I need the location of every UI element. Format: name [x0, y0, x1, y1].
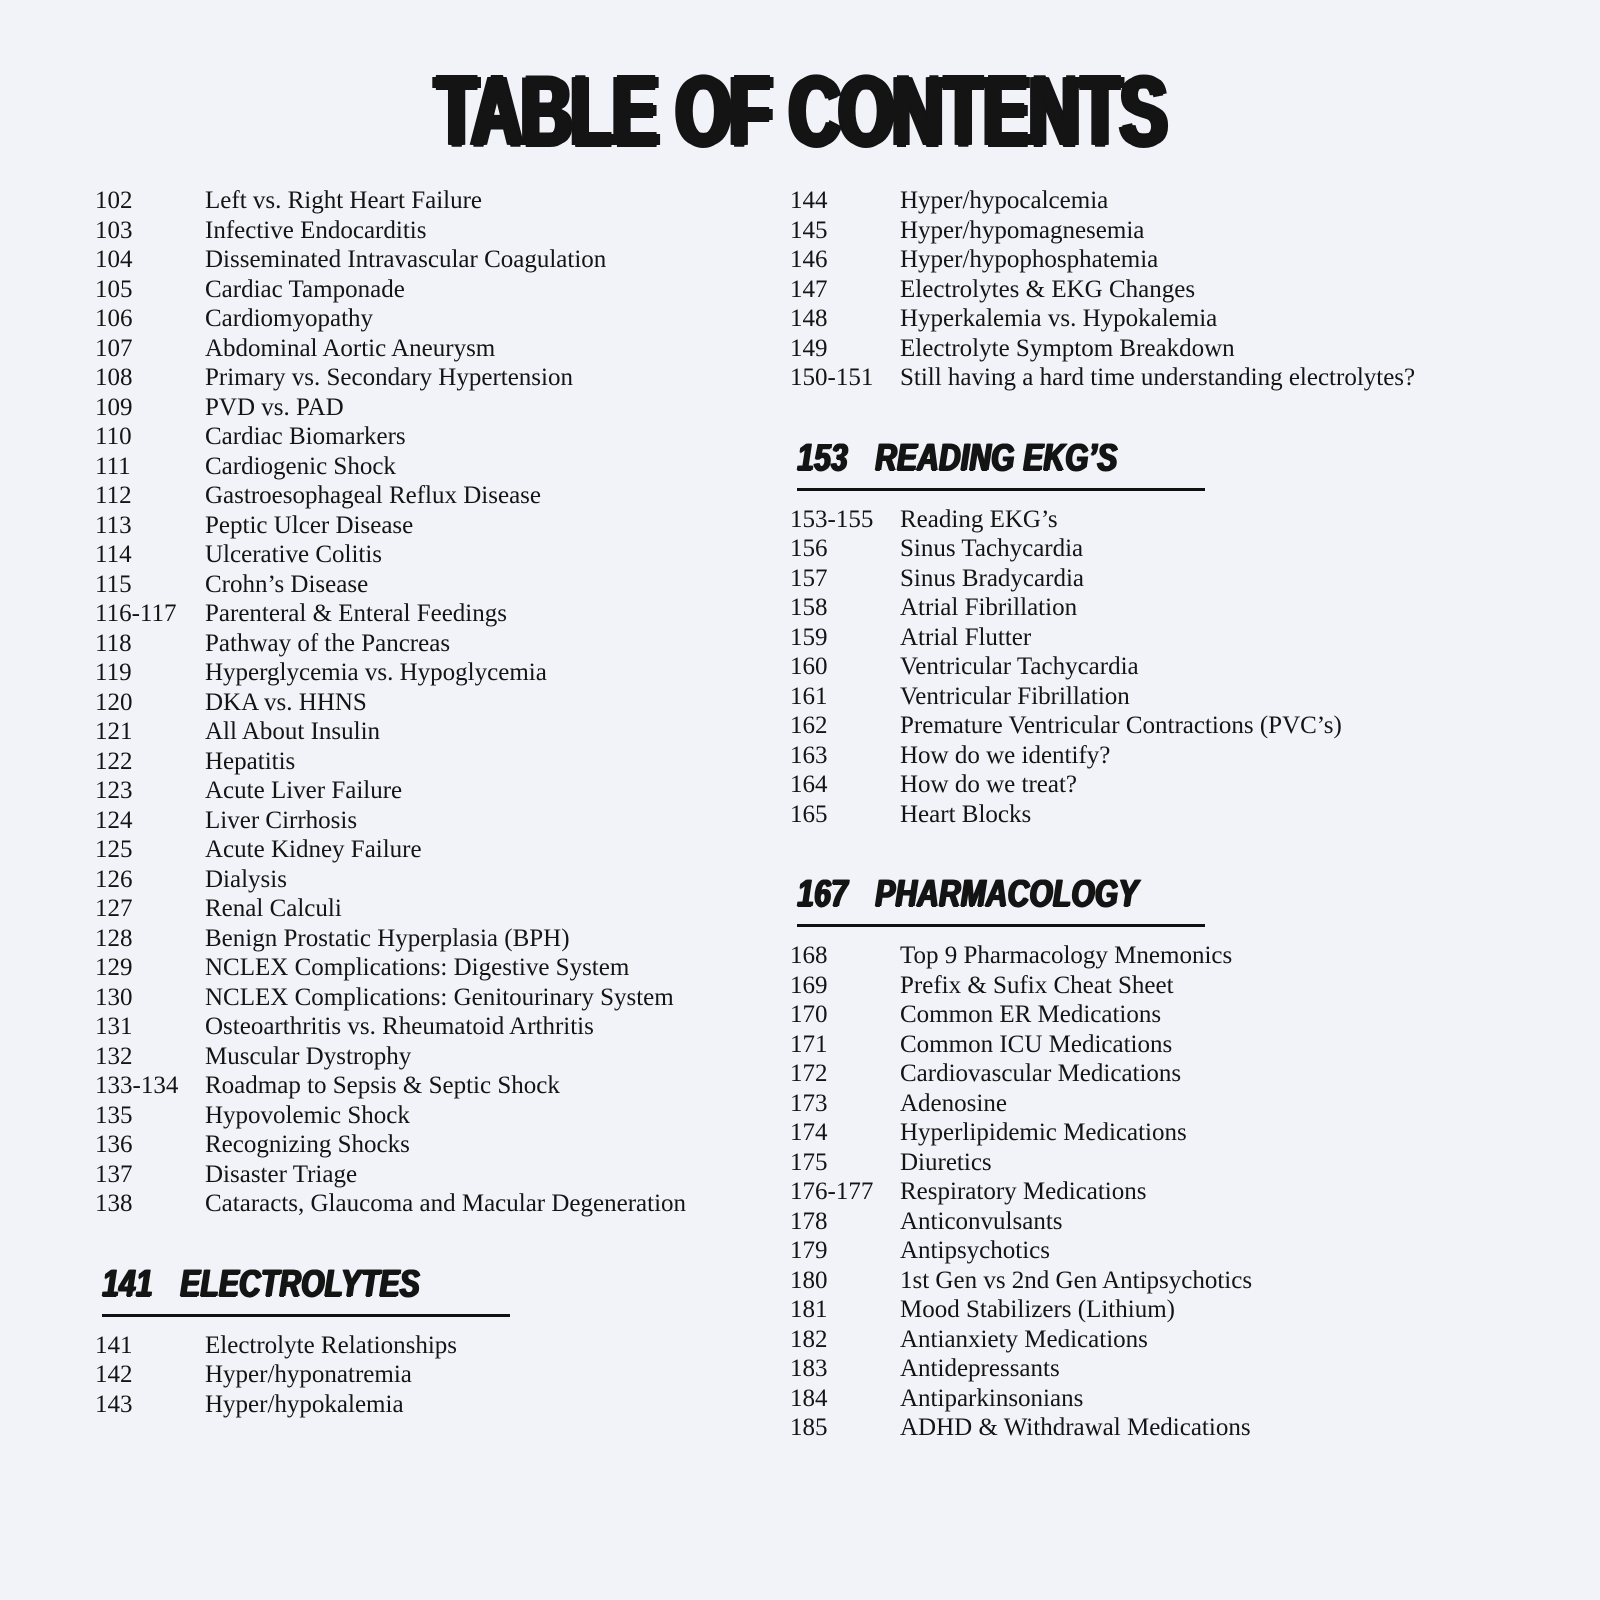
toc-entry-pages: 147: [790, 275, 828, 303]
toc-entry-label: Reading EKG’s: [900, 505, 1058, 533]
toc-entry: [790, 216, 1503, 246]
toc-entry: [790, 971, 1503, 1001]
toc-entry-pages: 171: [790, 1030, 828, 1058]
toc-entry-list: [790, 941, 1503, 1443]
toc-entry-label: Atrial Fibrillation: [900, 594, 1078, 621]
toc-entry-label: PVD vs. PAD: [205, 393, 344, 421]
toc-entry: [95, 629, 757, 659]
toc-entry-pages: 143: [95, 1390, 133, 1418]
toc-entry-label: Antidepressants: [900, 1355, 1060, 1382]
toc-entry-label: Ventricular Tachycardia: [900, 653, 1139, 680]
section-divider: [797, 924, 1205, 927]
toc-section-pharmacology: [790, 874, 1503, 927]
toc-entry-pages: 149: [790, 334, 828, 362]
toc-entry-pages: 105: [95, 275, 133, 303]
toc-entry-label: Cardiac Tamponade: [205, 275, 405, 303]
toc-entry-label: Cardiomyopathy: [205, 305, 374, 332]
toc-entry-list: [790, 505, 1503, 830]
toc-entry-label: Recognizing Shocks: [205, 1131, 410, 1158]
toc-entry-pages: 108: [95, 364, 133, 391]
toc-entry: [790, 652, 1503, 682]
toc-entry-label: Hypovolemic Shock: [205, 1101, 410, 1129]
toc-entry-pages: 118: [95, 629, 132, 657]
toc-entry-label: Sinus Bradycardia: [900, 564, 1084, 592]
toc-entry-label: Adenosine: [900, 1089, 1007, 1117]
toc-entry-list: [95, 186, 757, 1219]
toc-entry-label: Antiparkinsonians: [900, 1384, 1084, 1412]
section-title: ELECTROLYTES: [180, 1262, 420, 1305]
toc-entry-label: Infective Endocarditis: [205, 216, 427, 244]
toc-entry-pages: 184: [790, 1384, 828, 1412]
toc-entry-label: Respiratory Medications: [900, 1178, 1147, 1205]
toc-entry: [95, 275, 757, 305]
toc-entry-label: Electrolyte Relationships: [205, 1331, 458, 1359]
toc-entry: [95, 304, 757, 334]
toc-entry: [95, 422, 757, 452]
toc-entry-pages: 144: [790, 187, 828, 214]
toc-entry: [95, 1360, 757, 1390]
toc-entry-label: 1st Gen vs 2nd Gen Antipsychotics: [900, 1266, 1253, 1294]
toc-entry-pages: 135: [95, 1101, 133, 1129]
toc-entry-label: Roadmap to Sepsis & Septic Shock: [205, 1072, 560, 1099]
toc-entry-pages: 128: [95, 924, 133, 952]
section-heading-row: [102, 1264, 613, 1304]
toc-entry-pages: 137: [95, 1160, 133, 1188]
toc-entry: [790, 623, 1503, 653]
toc-entry-label: Disaster Triage: [205, 1160, 358, 1188]
toc-entry-pages: 104: [95, 246, 133, 273]
toc-entry-pages: 178: [790, 1207, 828, 1235]
toc-entry-pages: 183: [790, 1355, 828, 1382]
toc-entry-pages: 158: [790, 594, 828, 621]
toc-entry-label: DKA vs. HHNS: [205, 688, 367, 716]
toc-entry-pages: 103: [95, 216, 133, 244]
toc-entry: [95, 1390, 757, 1420]
toc-entry-pages: 153-155: [790, 505, 874, 533]
toc-entry: [790, 564, 1503, 594]
toc-entry-label: Dialysis: [205, 865, 287, 893]
toc-entry: [95, 865, 757, 895]
toc-entry-pages: 119: [95, 659, 132, 686]
toc-section-reading-ekg-s: [790, 438, 1503, 491]
toc-entry-pages: 185: [790, 1414, 828, 1441]
toc-entry-pages: 145: [790, 216, 828, 244]
toc-entry-label: Primary vs. Secondary Hypertension: [205, 364, 573, 391]
section-divider: [797, 488, 1205, 491]
toc-entry: [95, 747, 757, 777]
toc-entry-pages: 129: [95, 954, 133, 981]
section-title: READING EKG’S: [875, 436, 1118, 479]
toc-entry-pages: 120: [95, 688, 133, 716]
toc-entry-pages: 160: [790, 653, 828, 680]
toc-entry: [95, 1130, 757, 1160]
toc-entry: [790, 941, 1503, 971]
toc-entry-label: Hyper/hypomagnesemia: [900, 216, 1145, 244]
toc-entry-pages: 106: [95, 305, 133, 332]
toc-section-electrolytes: [95, 1264, 757, 1317]
toc-entry: [95, 1071, 757, 1101]
toc-entry-label: Heart Blocks: [900, 800, 1032, 828]
toc-entry-pages: 159: [790, 623, 828, 651]
toc-entry-pages: 157: [790, 564, 828, 592]
toc-entry-pages: 173: [790, 1089, 828, 1117]
toc-entry-pages: 150-151: [790, 364, 874, 391]
toc-entry-label: NCLEX Complications: Genitourinary System: [205, 983, 674, 1011]
toc-entry-pages: 146: [790, 246, 828, 273]
toc-entry-pages: 175: [790, 1148, 828, 1176]
toc-entry: [95, 363, 757, 393]
toc-entry: [790, 1413, 1503, 1443]
toc-entry-label: Antianxiety Medications: [900, 1325, 1148, 1353]
toc-entry: [95, 776, 757, 806]
toc-columns: [95, 186, 1503, 1443]
toc-entry-label: Cardiovascular Medications: [900, 1060, 1182, 1087]
toc-entry: [95, 1189, 757, 1219]
toc-entry-pages: 124: [95, 806, 133, 834]
toc-entry-pages: 164: [790, 771, 828, 798]
toc-entry: [95, 1101, 757, 1131]
toc-entry: [790, 1059, 1503, 1089]
toc-entry: [790, 1177, 1503, 1207]
toc-entry-label: Gastroesophageal Reflux Disease: [205, 482, 541, 509]
toc-entry: [95, 983, 757, 1013]
toc-entry-label: Hyperglycemia vs. Hypoglycemia: [205, 659, 547, 686]
toc-entry-pages: 148: [790, 305, 828, 332]
toc-entry: [790, 304, 1503, 334]
toc-entry-label: Renal Calculi: [205, 895, 342, 922]
toc-entry-pages: 125: [95, 836, 133, 863]
toc-entry: [95, 924, 757, 954]
toc-entry: [790, 534, 1503, 564]
toc-entry: [790, 505, 1503, 535]
toc-entry-pages: 114: [95, 541, 132, 568]
toc-entry-pages: 112: [95, 482, 132, 509]
toc-entry-label: Top 9 Pharmacology Mnemonics: [900, 942, 1233, 969]
toc-entry-label: Electrolyte Symptom Breakdown: [900, 334, 1235, 362]
toc-entry-list: [95, 1331, 757, 1420]
toc-entry: [95, 186, 757, 216]
toc-entry: [790, 245, 1503, 275]
toc-column-left: [95, 186, 757, 1419]
section-heading-row: [797, 874, 1348, 914]
toc-entry-label: All About Insulin: [205, 718, 381, 745]
toc-entry-label: Sinus Tachycardia: [900, 535, 1084, 562]
toc-entry-pages: 161: [790, 682, 828, 710]
toc-entry: [95, 245, 757, 275]
toc-entry-pages: 180: [790, 1266, 828, 1294]
toc-entry: [790, 1325, 1503, 1355]
toc-entry-label: Cataracts, Glaucoma and Macular Degeneration: [205, 1190, 687, 1217]
toc-entry: [95, 688, 757, 718]
toc-entry-pages: 123: [95, 777, 133, 804]
toc-entry-label: Liver Cirrhosis: [205, 806, 358, 834]
toc-entry: [95, 452, 757, 482]
toc-entry-label: Hyper/hyponatremia: [205, 1361, 412, 1388]
toc-entry-pages: 156: [790, 535, 828, 562]
toc-entry-pages: 142: [95, 1361, 133, 1388]
toc-entry: [790, 1030, 1503, 1060]
toc-entry: [790, 1384, 1503, 1414]
toc-entry-pages: 107: [95, 334, 133, 362]
toc-entry: [95, 1331, 757, 1361]
toc-entry-label: Still having a hard time understanding electrolytes?: [900, 364, 1416, 391]
toc-entry-label: Premature Ventricular Contractions (PVC’s): [900, 712, 1342, 739]
toc-entry: [790, 593, 1503, 623]
section-title: PHARMACOLOGY: [875, 873, 1139, 915]
section-divider: [102, 1314, 510, 1317]
toc-entry: [95, 481, 757, 511]
toc-entry: [95, 599, 757, 629]
section-page-number: 153: [797, 436, 848, 479]
toc-entry-pages: 181: [790, 1296, 828, 1323]
toc-entry-label: NCLEX Complications: Digestive System: [205, 954, 630, 981]
toc-entry-label: Hyper/hypokalemia: [205, 1390, 404, 1418]
toc-entry: [790, 1236, 1503, 1266]
toc-entry-pages: 122: [95, 747, 133, 775]
toc-entry-pages: 179: [790, 1237, 828, 1264]
toc-entry: [790, 1295, 1503, 1325]
toc-entry-pages: 132: [95, 1042, 133, 1070]
toc-entry-pages: 110: [95, 423, 132, 450]
toc-entry-label: Parenteral & Enteral Feedings: [205, 600, 507, 627]
toc-entry-label: Hyper/hypocalcemia: [900, 187, 1109, 214]
toc-entry-label: Hyper/hypophosphatemia: [900, 246, 1159, 273]
toc-entry: [790, 275, 1503, 305]
toc-entry-pages: 165: [790, 800, 828, 828]
toc-entry-pages: 116-117: [95, 600, 177, 627]
toc-entry-label: Cardiogenic Shock: [205, 452, 396, 480]
toc-entry-pages: 127: [95, 895, 133, 922]
toc-entry: [790, 334, 1503, 364]
toc-entry-label: Peptic Ulcer Disease: [205, 511, 414, 539]
toc-entry-label: Hyperlipidemic Medications: [900, 1119, 1187, 1146]
toc-entry-pages: 174: [790, 1119, 828, 1146]
section-page-number: 141: [102, 1262, 153, 1305]
toc-entry: [95, 953, 757, 983]
toc-entry-label: Acute Kidney Failure: [205, 836, 422, 863]
toc-entry-pages: 176-177: [790, 1178, 874, 1205]
toc-entry-pages: 115: [95, 570, 132, 598]
toc-entry-label: Left vs. Right Heart Failure: [205, 187, 483, 214]
toc-entry: [790, 1207, 1503, 1237]
toc-entry-label: Disseminated Intravascular Coagulation: [205, 246, 607, 273]
toc-entry: [95, 1012, 757, 1042]
toc-entry: [790, 1089, 1503, 1119]
toc-entry-label: Ulcerative Colitis: [205, 541, 383, 568]
toc-entry-label: Osteoarthritis vs. Rheumatoid Arthritis: [205, 1013, 594, 1040]
toc-entry: [790, 800, 1503, 830]
page-title: TABLE OF CONTENTS: [434, 56, 1166, 166]
toc-entry-label: Cardiac Biomarkers: [205, 423, 406, 450]
toc-entry-label: Benign Prostatic Hyperplasia (BPH): [205, 924, 570, 952]
toc-entry-label: How do we treat?: [900, 771, 1078, 798]
toc-entry: [95, 717, 757, 747]
page-title-wrap: [0, 56, 1600, 166]
toc-entry: [790, 711, 1503, 741]
toc-entry-label: Pathway of the Pancreas: [205, 629, 451, 657]
toc-entry: [95, 511, 757, 541]
toc-entry-pages: 172: [790, 1060, 828, 1087]
toc-entry: [95, 658, 757, 688]
toc-entry-pages: 138: [95, 1190, 133, 1217]
toc-entry-pages: 121: [95, 718, 133, 745]
toc-entry: [95, 894, 757, 924]
toc-entry: [790, 1354, 1503, 1384]
toc-entry: [95, 334, 757, 364]
toc-entry: [790, 186, 1503, 216]
toc-entry-pages: 130: [95, 983, 133, 1011]
toc-entry-pages: 111: [95, 452, 131, 480]
toc-entry-pages: 113: [95, 511, 132, 539]
toc-entry-pages: 182: [790, 1325, 828, 1353]
toc-entry-label: Common ICU Medications: [900, 1030, 1173, 1058]
toc-entry-pages: 131: [95, 1013, 133, 1040]
toc-column-right: [790, 186, 1503, 1443]
toc-entry: [95, 570, 757, 600]
toc-entry-list: [790, 186, 1503, 393]
toc-entry: [790, 363, 1503, 393]
toc-entry-pages: 162: [790, 712, 828, 739]
toc-entry-label: Electrolytes & EKG Changes: [900, 275, 1196, 303]
toc-entry: [95, 806, 757, 836]
toc-entry-pages: 163: [790, 741, 828, 769]
toc-entry-label: Diuretics: [900, 1148, 992, 1176]
toc-entry-pages: 168: [790, 942, 828, 969]
toc-entry-pages: 102: [95, 187, 133, 214]
toc-entry: [95, 393, 757, 423]
toc-entry-pages: 133-134: [95, 1072, 179, 1099]
toc-entry-label: How do we identify?: [900, 741, 1111, 769]
toc-entry: [95, 1042, 757, 1072]
toc-entry: [95, 1160, 757, 1190]
toc-entry-pages: 136: [95, 1131, 133, 1158]
toc-entry-label: Ventricular Fibrillation: [900, 682, 1130, 710]
section-heading-row: [797, 438, 1348, 478]
toc-entry-label: ADHD & Withdrawal Medications: [900, 1414, 1251, 1441]
toc-entry-pages: 170: [790, 1001, 828, 1028]
toc-entry-label: Hepatitis: [205, 747, 296, 775]
toc-entry-pages: 169: [790, 971, 828, 999]
toc-entry: [790, 1118, 1503, 1148]
toc-entry-label: Hyperkalemia vs. Hypokalemia: [900, 305, 1218, 332]
toc-entry: [790, 741, 1503, 771]
toc-entry-label: Anticonvulsants: [900, 1207, 1063, 1235]
toc-entry-label: Muscular Dystrophy: [205, 1042, 412, 1070]
toc-entry: [790, 1266, 1503, 1296]
toc-entry: [790, 1148, 1503, 1178]
toc-entry-label: Acute Liver Failure: [205, 777, 403, 804]
toc-entry: [790, 770, 1503, 800]
toc-entry: [790, 682, 1503, 712]
toc-entry-label: Mood Stabilizers (Lithium): [900, 1296, 1175, 1323]
toc-entry-label: Common ER Medications: [900, 1001, 1162, 1028]
toc-entry-label: Atrial Flutter: [900, 623, 1032, 651]
toc-entry: [95, 216, 757, 246]
toc-entry-label: Crohn’s Disease: [205, 570, 369, 598]
toc-entry-pages: 109: [95, 393, 133, 421]
section-page-number: 167: [797, 873, 848, 915]
toc-entry-pages: 126: [95, 865, 133, 893]
toc-entry: [95, 835, 757, 865]
toc-entry-label: Prefix & Sufix Cheat Sheet: [900, 971, 1174, 999]
toc-entry-label: Antipsychotics: [900, 1237, 1050, 1264]
toc-entry-pages: 141: [95, 1331, 133, 1359]
toc-entry: [95, 540, 757, 570]
toc-entry-label: Abdominal Aortic Aneurysm: [205, 334, 496, 362]
toc-entry: [790, 1000, 1503, 1030]
